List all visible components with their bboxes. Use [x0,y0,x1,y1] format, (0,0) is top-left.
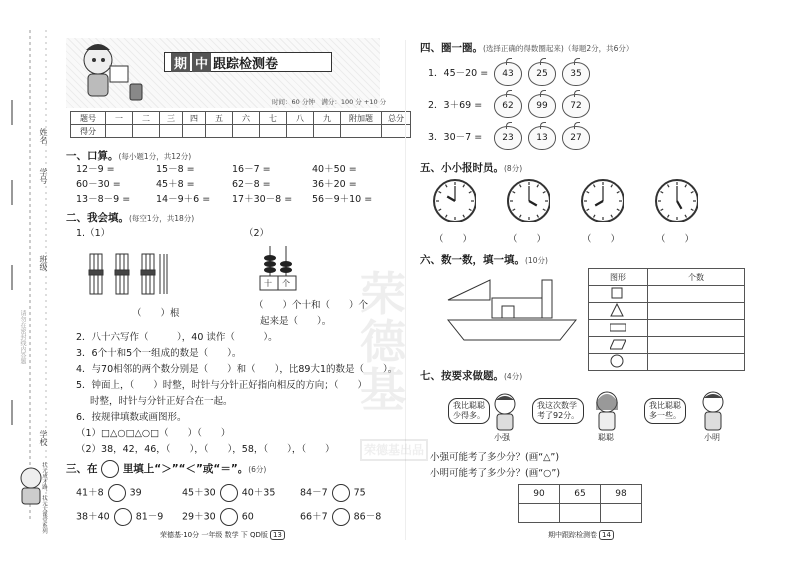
section-1-title [66,148,191,163]
compare-right: 75 [353,487,366,499]
name-xiaoming: 小明 [704,433,720,442]
footer-right [548,530,614,540]
compare-left: 29＋30 [182,511,216,523]
q7-question-2: 小明可能考了多少分？(画“○”) [430,468,561,479]
clock-face-icon [506,178,550,222]
fruit-option[interactable]: 43 [494,62,522,86]
class-label: 班级 [39,255,48,271]
compare-item [182,484,275,502]
watermark-seal: 荣德基出品 [360,439,428,461]
shape-row [589,320,745,337]
q7-question-1: 小强可能考了多少分？(画“△”) [430,452,560,463]
watermark [360,267,428,462]
oral-calc-item[interactable]: 13－8－9 = [76,194,131,205]
q6-part1[interactable]: （1）□△○□△○□（ ）（ ） [76,428,231,439]
oral-calc-item[interactable]: 45＋8 = [156,179,195,190]
section-1-heading: 一、口算。 [66,150,119,162]
triangle-icon [610,303,626,317]
section-4-title [420,40,633,55]
speech-bubble-3 [644,398,686,424]
circle-question-expr: 1．45－20 = [428,68,489,79]
bundle-answer-blank[interactable]: （ ）根 [132,308,180,319]
oral-calc-item[interactable]: 40＋50 = [312,164,357,175]
footer-right-text: 期中跟踪检测卷 [548,531,597,539]
watermark-char-1: 荣 [360,267,406,321]
score-header-cell: 七 [260,112,287,125]
compare-right: 81－9 [135,511,164,523]
score-entry-cell[interactable] [233,125,260,138]
score-option-row [519,485,642,504]
page-title [164,52,332,72]
compare-left: 45＋30 [182,487,216,499]
score-header-cell: 六 [233,112,260,125]
score-option-cell: 65 [560,485,601,504]
score-mark-row [519,504,642,523]
score-header-cell: 附加题 [341,112,382,125]
fruit-option[interactable]: 99 [528,94,556,118]
bubble-1-text: 我比聪聪 少得多。 [453,401,485,420]
abacus-icon [256,244,300,294]
id-label: 学号 [39,168,48,184]
score-entry-cell[interactable] [206,125,233,138]
oral-calc-item[interactable]: 12－9 = [76,164,115,175]
page-number-left: 13 [270,530,285,540]
circle-question-expr: 3．30－7 = [428,132,483,143]
square-icon [610,286,626,300]
compare-item [300,484,366,502]
compare-answer-circle[interactable] [332,508,350,526]
oral-calc-item[interactable]: 60－30 = [76,179,121,190]
title-mark-1: 期 [171,53,190,72]
shape-row [589,337,745,354]
clock-answer-blank[interactable]: （ ） [434,234,473,245]
score-entry-cell[interactable] [314,125,341,138]
shape-cell [589,354,648,371]
score-header-row [71,112,411,125]
score-entry-cell[interactable] [382,125,411,138]
rectangle-icon [610,320,626,334]
compare-left: 41＋8 [76,487,104,499]
shape-count-cell[interactable] [648,337,745,354]
fruit-option[interactable]: 72 [562,94,590,118]
score-header-cell: 一 [106,112,133,125]
score-choice-table [518,484,642,523]
q4-text[interactable]: 4．与70相邻的两个数分别是（ ）和（ ），比89大1的数是（ ）。 [76,364,398,375]
child-congcong-icon [592,390,622,432]
shape-row [589,303,745,320]
shape-cell [589,286,648,303]
section-3-note: (6分) [248,465,267,474]
q6-part2[interactable]: （2）38，42，46，（ ），（ ），58，（ ），（ ） [76,444,335,455]
shape-count-cell[interactable] [648,303,745,320]
circle-icon [610,354,626,368]
compare-left: 38＋40 [76,511,110,523]
score-header-cell: 八 [287,112,314,125]
oral-calc-item[interactable]: 56－9＋10 = [312,194,373,205]
circle-question-expr: 2．3＋69 = [428,100,483,111]
name-xiaoqiang: 小强 [494,433,510,442]
blank-circle-icon [101,460,119,478]
score-entry-cell[interactable] [183,125,206,138]
section-2-title [66,210,194,225]
q1-part2-label: （2） [244,228,270,239]
seal-line-note: 请勿在密封线内答题 [19,310,26,364]
compare-right: 39 [129,487,142,499]
compare-item [300,508,381,526]
score-entry-cell[interactable] [287,125,314,138]
speech-bubble-1 [448,398,490,424]
oral-calc-item[interactable]: 62－8 = [232,179,271,190]
shape-cell [589,303,648,320]
fruit-option[interactable]: 23 [494,126,522,150]
compare-answer-circle[interactable] [114,508,132,526]
clock-answer-blank[interactable]: （ ） [508,234,547,245]
compare-item [182,508,254,526]
score-mark-cell[interactable] [601,504,642,523]
oral-calc-item[interactable]: 17＋30－8 = [232,194,293,205]
q5-text-b: 时整，时针与分针正好合在一起。 [90,396,233,407]
score-entry-cell[interactable] [341,125,382,138]
compare-right: 40＋35 [241,487,276,499]
clock-face-icon [432,178,476,222]
fruit-option[interactable]: 25 [528,62,556,86]
score-option-cell: 90 [519,485,560,504]
abacus-ones-label: 个 [282,279,290,288]
parallelogram-icon [610,337,626,351]
score-mark-cell[interactable] [519,504,560,523]
section-5-note: (8分) [504,164,523,173]
abacus-question-2[interactable]: 起来是（ ）。 [260,316,332,327]
watermark-char-2: 德 [360,315,406,369]
mascot-illustration [70,40,150,106]
section-6-title [420,252,548,267]
shape-count-table [588,268,745,371]
section-7-title [420,368,522,383]
name-label: 姓名 [39,128,48,144]
score-entry-cell[interactable] [260,125,287,138]
section-3-heading-rest: 里填上“＞”“＜”或“＝”。 [122,463,249,475]
q5-text-a[interactable]: 5．钟面上，（ ）时整，时针与分针正好指向相反的方向；（ ） [76,380,368,391]
q1-part1-label: 1.（1） [76,228,111,239]
score-option-cell: 98 [601,485,642,504]
oral-calc-item[interactable]: 36＋20 = [312,179,357,190]
section-2-note: (每空1分，共18分) [129,214,195,223]
section-4-note: (选择正确的得数圈起来)（每题2分，共6分） [483,44,634,53]
shape-row [589,286,745,303]
watermark-char-3: 基 [360,363,406,417]
shape-table-head-cell: 图形 [589,269,648,286]
score-header-cell: 二 [133,112,160,125]
oral-calc-item[interactable]: 15－8 = [156,164,195,175]
score-mark-cell[interactable] [560,504,601,523]
abacus-tens-label: 十 [264,279,272,288]
clock-answer-blank[interactable]: （ ） [582,234,621,245]
section-1-note: (每小题1分，共12分) [118,152,192,161]
compare-answer-circle[interactable] [108,484,126,502]
section-6-note: (10分) [525,256,548,265]
fruit-option[interactable]: 27 [562,126,590,150]
compare-left: 84－7 [300,487,328,499]
section-7-heading: 七、按要求做题。 [420,370,504,382]
shape-count-cell[interactable] [648,320,745,337]
score-entry-cell[interactable] [106,125,133,138]
compare-answer-circle[interactable] [220,484,238,502]
title-text: 跟踪检测卷 [213,56,279,72]
score-table [70,111,411,138]
shape-count-cell[interactable] [648,354,745,371]
score-entry-cell[interactable] [133,125,160,138]
q3-text[interactable]: 3．6个十和5个一组成的数是（ ）。 [76,348,242,359]
shape-cell [589,337,648,354]
shape-boat-figure [444,276,578,346]
shape-count-cell[interactable] [648,286,745,303]
bubble-2-text: 我这次数学 考了92分。 [537,401,580,420]
compare-item [76,508,163,526]
fruit-option[interactable]: 62 [494,94,522,118]
score-entry-cell[interactable] [160,125,183,138]
name-congcong: 聪聪 [598,433,614,442]
shape-row [589,354,745,371]
section-4-heading: 四、圈一圈。 [420,42,483,54]
score-header-cell: 三 [160,112,183,125]
section-7-note: (4分) [504,372,523,381]
clock-face-icon [580,178,624,222]
score-header-cell: 四 [183,112,206,125]
abacus-question-1[interactable]: （ ）个十和（ ）个 [254,300,369,311]
score-header-cell: 九 [314,112,341,125]
oral-calc-item[interactable]: 16－7 = [232,164,271,175]
q6-text: 6．按规律填数或画图形。 [76,412,187,423]
compare-answer-circle[interactable] [220,508,238,526]
footer-left [160,530,285,540]
page-number-right: 14 [599,530,614,540]
section-3-title [66,460,266,478]
q2-text[interactable]: 2．八十六写作（ ），40 读作（ ）。 [76,332,278,343]
corner-mascot-text: 状元成才路，状元大课堂系列 [41,462,47,534]
clock-answer-blank[interactable]: （ ） [656,234,695,245]
shape-table-head-cell: 个数 [648,269,745,286]
compare-answer-circle[interactable] [332,484,350,502]
section-5-title [420,160,522,175]
score-row-label: 得分 [71,125,106,138]
compare-left: 66＋7 [300,511,328,523]
section-5-heading: 五、小小报时员。 [420,162,504,174]
compare-item [76,484,142,502]
clock-face-icon [654,178,698,222]
speech-bubble-2 [532,398,584,424]
stick-bundles-icon [88,250,168,298]
oral-calc-item[interactable]: 14－9＋6 = [156,194,211,205]
shape-cell [589,320,648,337]
score-header-cell: 总分 [382,112,411,125]
school-label: 学校 [39,430,48,446]
shape-table-header [589,269,745,286]
fruit-option[interactable]: 35 [562,62,590,86]
section-3-heading: 三、在 [66,463,98,475]
bubble-3-text: 我比聪聪 多一些。 [649,401,681,420]
compare-right: 60 [241,511,254,523]
child-xiaoming-icon [698,390,728,432]
title-mark-2: 中 [192,53,211,72]
score-header-cell: 五 [206,112,233,125]
section-2-heading: 二、我会填。 [66,212,129,224]
child-xiaoqiang-icon [490,392,520,432]
compare-right: 86－8 [353,511,382,523]
fruit-option[interactable]: 13 [528,126,556,150]
exam-meta: 时间：60 分钟 满分：100 分 +10 分 [272,98,387,106]
score-header-cell: 题号 [71,112,106,125]
section-6-heading: 六、数一数，填一填。 [420,254,525,266]
score-value-row [71,125,411,138]
footer-left-text: 荣德基·10分 一年级 数学 下 QD版 [160,531,268,539]
